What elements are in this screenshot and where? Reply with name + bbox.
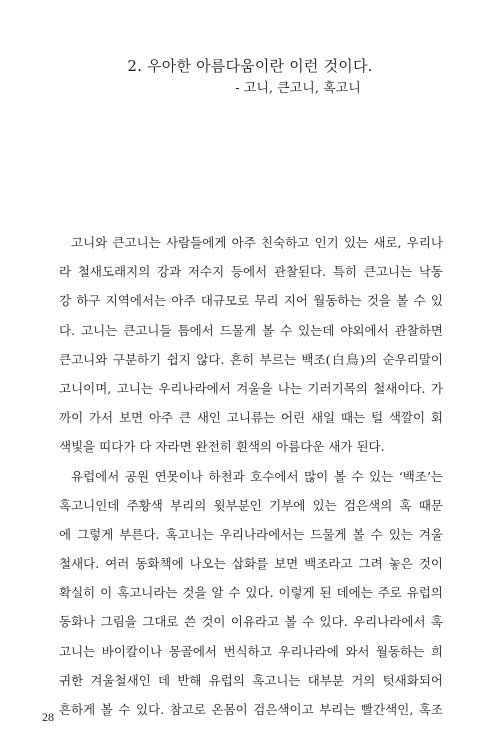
text-line: 귀한 겨울철새인 데 반해 유럽의 혹고니는 대부분 거의 텃새화되어 [59, 672, 443, 688]
text-line: 흔하게 볼 수 있다. 참고로 온몸이 검은색이고 부리는 빨간색인, 혹조 [59, 702, 443, 717]
text-line: 강 하구 지역에서는 아주 대규모로 무리 지어 월동하는 것을 볼 수 있 [59, 293, 443, 309]
text-line: 에 그렇게 부른다. 혹고니는 우리나라에서는 드물게 볼 수 있는 겨울 [59, 526, 443, 542]
text-line: 색빛을 띠다가 다 자라면 완전히 흰색의 아름다운 새가 된다. [59, 439, 385, 455]
text-line: 다. 고니는 큰고니들 틈에서 드물게 볼 수 있는데 야외에서 관찰하면 [59, 322, 443, 338]
text-line: 까이 가서 보면 아주 큰 새인 고니류는 어린 새일 때는 털 색깔이 회 [59, 410, 443, 426]
text-line: 동화나 그림을 그대로 쓴 것이 이유라고 볼 수 있다. 우리나라에서 혹 [59, 614, 443, 630]
text-line: 유럽에서 공원 연못이나 하천과 호수에서 많이 볼 수 있는 ‘백조’는 [71, 468, 443, 484]
text-line: 고니는 바이칼이나 몽골에서 번식하고 우리나라에 와서 월동하는 희 [59, 643, 443, 659]
body-text [59, 228, 443, 724]
page-number: 28 [42, 710, 54, 724]
chapter-title: 2. 우아한 아름다움이란 이런 것이다. [127, 57, 373, 75]
text-line: 철새다. 여러 동화책에 나오는 삽화를 보면 백조라고 그려 놓은 것이 [59, 556, 443, 572]
chapter-subtitle: - 고니, 큰고니, 혹고니 [235, 81, 361, 96]
text-line: 고니이며, 고니는 우리나라에서 겨울을 나는 기러기목의 철새이다. 가 [59, 380, 443, 396]
text-line: 라 철새도래지의 강과 저수지 등에서 관찰된다. 특히 큰고니는 낙동 [59, 264, 443, 280]
text-line: 혹고니인데 주황색 부리의 윗부분인 기부에 있는 검은색의 혹 때문 [59, 497, 443, 513]
paragraph [59, 462, 443, 725]
paragraph [59, 228, 443, 462]
text-line: 큰고니와 구분하기 쉽지 않다. 흔히 부르는 백조(白鳥)의 순우리말이 [59, 351, 443, 367]
text-line: 확실히 이 혹고니라는 것을 알 수 있다. 이렇게 된 데에는 주로 유럽의 [59, 585, 443, 601]
chapter-heading [0, 55, 500, 99]
text-line: 고니와 큰고니는 사람들에게 아주 친숙하고 인기 있는 새로, 우리나 [71, 235, 443, 250]
